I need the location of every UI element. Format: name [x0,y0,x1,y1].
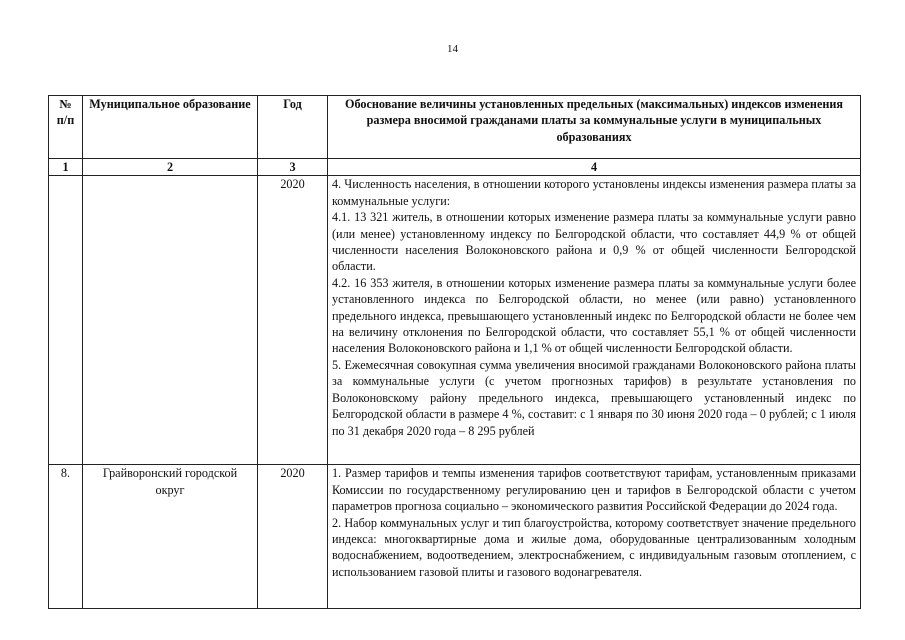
justification-paragraph: 4.2. 16 353 жителя, в отношении которых изменение размера платы за коммунальные услуги более установленного индекса по Белгородской области, но менее (или равно) установленного предельного индекса, превышающего установленный индекс по Белгородской области не более чем на величину отклонения по Белгородской области, что составляет 55,1 % от общей численности населения Волоконовского района и 1,1 % от общей численности Белгородской области. [332,275,856,356]
header-num: № п/п [49,96,83,159]
column-number-row [49,159,861,176]
row-number: 8. [49,465,83,609]
row-municipality: Грайворонский городской округ [83,465,258,609]
column-number: 1 [49,159,83,176]
row-year: 2020 [258,176,328,465]
header-justification: Обоснование величины установленных предельных (максимальных) индексов изменения размера вносимой гражданами платы за коммунальные услуги в муниципальных образованиях [328,96,861,159]
table-header-row [49,96,861,159]
table-row [49,176,861,465]
page-number: 14 [447,43,458,55]
column-number: 2 [83,159,258,176]
justification-paragraph: 2. Набор коммунальных услуг и тип благоустройства, которому соответствует значение предельного индекса: многоквартирные дома и жилые дома, оборудованные централизованным холодным водоснабжением, водоотведением, электроснабжением, с индивидуальным газовым отоплением, с использованием газовой плиты и газового водонагревателя. [332,515,856,579]
header-year: Год [258,96,328,159]
justification-paragraph: 5. Ежемесячная совокупная сумма увеличения вносимой гражданами Волоконовского района платы за коммунальные услуги (с учетом прогнозных тарифов) в результате установления по Волоконовскому району предельного индекса, превышающего установленный индекс по Белгородской области в размере 4 %, составит: с 1 января по 30 июня 2020 года – 0 рублей; с 1 июля по 31 декабря 2020 года – 8 295 рублей [332,357,856,438]
row-year: 2020 [258,465,328,609]
column-number: 4 [328,159,861,176]
row-justification [328,176,861,465]
row-number [49,176,83,465]
municipal-index-table [48,95,861,609]
row-justification [328,465,861,609]
justification-paragraph: 4. Численность населения, в отношении которого установлены индексы изменения размера платы за коммунальные услуги: [332,177,856,208]
justification-paragraph: 1. Размер тарифов и темпы изменения тарифов соответствуют тарифам, установленным приказами Комиссии по государственному регулированию цен и тарифов в Белгородской области с учетом параметров прогноза социально – экономического развития Российской Федерации до 2024 года. [332,466,856,514]
justification-paragraph: 4.1. 13 321 житель, в отношении которых изменение размера платы за коммунальные услуги равно (или менее) установленному индексу по Белгородской области, что составляет 44,9 % от общей численности населения Волоконовского района и 0,9 % от общей численности Белгородской области. [332,210,856,274]
header-municipality: Муниципальное образование [83,96,258,159]
table-row [49,465,861,609]
row-municipality [83,176,258,465]
column-number: 3 [258,159,328,176]
